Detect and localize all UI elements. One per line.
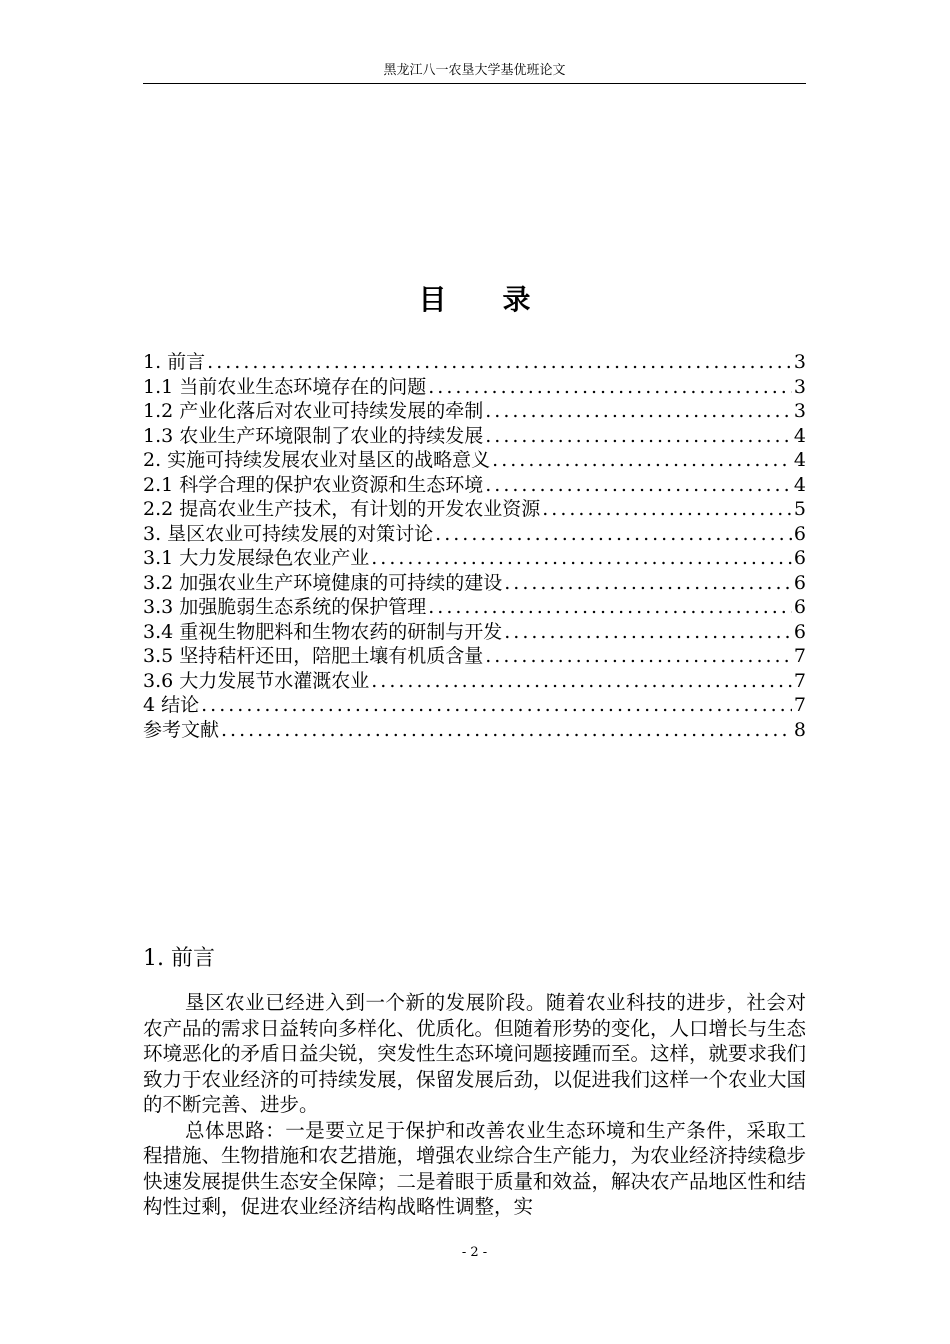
toc-entry-page: 8 [793, 718, 806, 741]
toc-entry-label: 3.5 坚持秸杆还田，陪肥土壤有机质含量 [143, 645, 484, 667]
toc-entry-label: 1.1 当前农业生态环境存在的问题 [143, 375, 427, 398]
toc-entry[interactable] [143, 375, 806, 400]
toc-entry-page: 6 [793, 571, 806, 594]
toc-leader-dots [485, 424, 792, 449]
toc-leader-dots [201, 693, 792, 718]
toc-entry-page: 6 [793, 522, 806, 545]
toc-entry[interactable] [143, 571, 806, 596]
toc-entry[interactable] [143, 448, 806, 473]
toc-entry-page: 5 [793, 498, 806, 520]
toc-entry-page: 6 [793, 596, 806, 618]
toc-entry-label: 1.2 产业化落后对农业可持续发展的牵制 [143, 400, 484, 422]
toc-entry-label: 2.2 提高农业生产技术，有计划的开发农业资源 [143, 498, 541, 520]
toc-leader-dots [428, 595, 792, 620]
toc-entry-page: 7 [793, 645, 806, 667]
toc-entry-page: 7 [793, 669, 806, 692]
toc-entry-page: 7 [793, 694, 806, 716]
toc-title-char-1: 目 [418, 283, 447, 316]
toc-entry[interactable] [143, 399, 806, 424]
toc-entry[interactable] [143, 644, 806, 669]
toc-leader-dots [485, 473, 792, 498]
toc-entry[interactable] [143, 669, 806, 694]
toc-leader-dots [428, 375, 792, 400]
toc-leader-dots [485, 644, 792, 669]
toc-entry-label: 3.4 重视生物肥料和生物农药的研制与开发 [143, 620, 503, 643]
toc-entry-page: 6 [793, 547, 806, 569]
toc-entry-label: 1.3 农业生产环境限制了农业的持续发展 [143, 424, 484, 447]
toc-entry-page: 3 [793, 375, 806, 398]
toc-entry-label: 3.6 大力发展节水灌溉农业 [143, 669, 370, 692]
toc-leader-dots [371, 546, 792, 571]
header-divider [143, 83, 806, 84]
toc-entry-label: 4 结论 [143, 694, 200, 716]
paragraph: 垦区农业已经进入到一个新的发展阶段。随着农业科技的进步，社会对农产品的需求日益转向多样化、优质化。但随着形势的变化，人口增长与生态环境恶化的矛盾日益尖锐，突发性生态环境问题接踵而至。这样，就要求我们致力于农业经济的可持续发展，保留发展后劲，以促进我们这样一个农业大国的不断完善、进步。 [143, 991, 807, 1116]
toc-entry-label: 3. 垦区农业可持续发展的对策讨论 [143, 522, 434, 545]
toc-title [143, 282, 806, 318]
toc-entry-page: 4 [793, 424, 806, 447]
toc-entry[interactable] [143, 718, 806, 743]
toc-leader-dots [542, 497, 792, 522]
table-of-contents [143, 350, 806, 742]
toc-entry-page: 3 [793, 400, 806, 422]
toc-entry-label: 2. 实施可持续发展农业对垦区的战略意义 [143, 449, 491, 471]
toc-leader-dots [371, 669, 792, 694]
toc-leader-dots [485, 399, 792, 424]
page-header: 黑龙江八一农垦大学基优班论文 [383, 63, 566, 78]
toc-entry-label: 3.1 大力发展绿色农业产业 [143, 547, 370, 569]
toc-entry-page: 4 [793, 473, 806, 496]
toc-entry[interactable] [143, 497, 806, 522]
toc-leader-dots [504, 620, 792, 645]
toc-entry-label: 3.2 加强农业生产环境健康的可持续的建设 [143, 571, 503, 594]
toc-entry-page: 6 [793, 620, 806, 643]
toc-entry[interactable] [143, 595, 806, 620]
page-number: - 2 - [461, 1245, 488, 1260]
toc-entry[interactable] [143, 522, 806, 547]
toc-entry[interactable] [143, 473, 806, 498]
toc-entry[interactable] [143, 350, 806, 375]
toc-entry-page: 4 [793, 449, 806, 471]
toc-leader-dots [207, 350, 792, 375]
toc-entry-label: 1. 前言 [143, 351, 206, 373]
toc-leader-dots [492, 448, 792, 473]
toc-entry-label: 3.3 加强脆弱生态系统的保护管理 [143, 596, 427, 618]
toc-entry[interactable] [143, 424, 806, 449]
toc-entry-page: 3 [793, 351, 806, 373]
toc-entry[interactable] [143, 620, 806, 645]
toc-leader-dots [221, 718, 792, 743]
section-heading: 1. 前言 [143, 946, 215, 971]
paragraph: 总体思路：一是要立足于保护和改善农业生态环境和生产条件，采取工程措施、生物措施和农艺措施，增强农业综合生产能力，为农业经济持续稳步快速发展提供生态安全保障；二是着眼于质量和效益，解决农产品地区性和结构性过剩，促进农业经济结构战略性调整，实 [143, 1118, 807, 1218]
toc-title-char-2: 录 [502, 283, 531, 316]
body-text [143, 990, 806, 1220]
toc-entry-label: 参考文献 [143, 718, 220, 741]
toc-entry[interactable] [143, 546, 806, 571]
toc-leader-dots [504, 571, 792, 596]
toc-entry-label: 2.1 科学合理的保护农业资源和生态环境 [143, 473, 484, 496]
toc-leader-dots [435, 522, 792, 547]
toc-entry[interactable] [143, 693, 806, 718]
